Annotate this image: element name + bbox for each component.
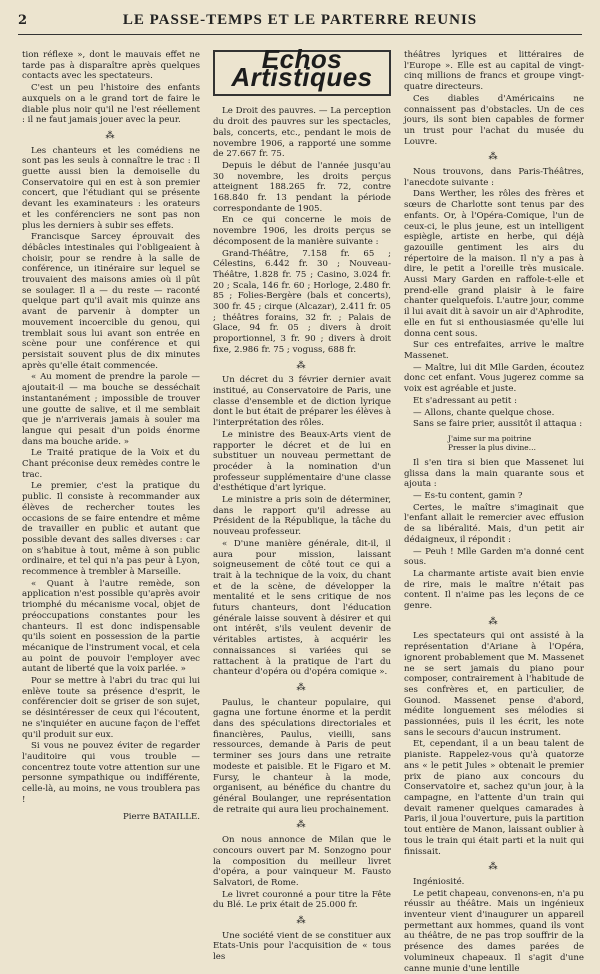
paragraph: tion réflexe », dont le mauvais effet ne tarde pas à disparaître après quelques contacts avec les spectateurs. <box>22 50 200 82</box>
paragraph: — Allons, chante quelque chose. <box>413 407 555 418</box>
separator-glyph: ⁂ <box>488 152 500 163</box>
paragraph: Pour se mettre à l'abri du trac qui lui enlève toute sa présence d'esprit, le conférencier doit se griser de son sujet, se désintéresser de ceux qui l'écoutent, ne s'inquiéter en aucune façon de l'effet qu'il produit sur eux. <box>22 676 200 740</box>
paragraph: C'est un peu l'histoire des enfants auxquels on a le grand tort de faire le diable plus noir qu'il ne l'est réellement : il ne faut jamais jouer avec la peur. <box>22 83 200 126</box>
paragraph: « Quant à l'autre remède, son application n'est possible qu'après avoir triomphé du mécanisme vocal, objet de préoccupations constantes pour les chanteurs. Il est donc indispensable qu'ils soient en possession de la partie mécanique de l'instrument vocal, et cela au point de pouvoir l'employer avec autant de liberté que la voix parlée. » <box>22 578 200 675</box>
paragraph: Paulus, le chanteur populaire, qui gagna une fortune énorme et la perdit dans des spéculations directoriales et financières, Paulus, vieilli, sans ressources, demande à Paris de peut terminer ses jours dans une retraite modeste et paisible. Et le Figaro et M. Fursy, le chanteur à la mode, organisent, au bénéfice du chantre du général Boulanger, une représentation de retraite qui aura lieu prochainement. <box>213 697 391 815</box>
paragraph: Le ministre a pris soin de déterminer, dans le rapport qu'il adresse au Président de la République, la tâche du nouveau professeur. <box>213 495 391 538</box>
paragraph: Les chanteurs et les comédiens ne sont pas les seuls à connaître le trac : Il guette aussi bien la demoiselle du Conservatoire qui en est à son premier concert, que l'étudiant qui se présente devant les examinateurs : les orateurs et les conférenciers ne sont pas non plus les derniers à subir ses effets. <box>22 145 200 231</box>
column-right <box>404 50 584 974</box>
paragraph: La charmante artiste avait bien envie de rire, mais le maître n'était pas content. Il n'aime pas les leçons de ce genre. <box>404 568 584 612</box>
paragraph: Les spectateurs qui ont assisté à la représentation d'Ariane à l'Opéra, ignorent probablement que M. Massenet ne se sert jamais du piano pour composer, contrairement à l'habitude de ses confrères et, en particulier, de Gounod. Massenet pense d'abord, médite longuement ses mélodies si passionnées, puis il les écrit, les note sans le secours d'aucun instrument. <box>404 631 584 738</box>
section-headline: Echos Artistiques <box>231 44 373 92</box>
paragraph: Francisque Sarcey éprouvait des débâcles intestinales qui l'obligeaient à choisir, pour se rendre à la salle de conférence, un itinéraire sur lequel se trouvaient des maisons amies où il pût se soulager. Il a — du reste — raconté quelque part qu'il avait mis quinze ans avant de parvenir à dompter un mouvement incoercible du genou, qui tremblait sous lui avant son entrée en scène pour une conférence et qui persistait souvent plus de dix minutes après qu'elle était commencée. <box>22 232 200 371</box>
page-number: 2 <box>18 13 28 28</box>
paragraph: Si vous ne pouvez éviter de regarder l'auditoire qui vous trouble — concentrez toute votre attention sur une personne sympathique ou indifférente, celle-là, au moins, ne vous troublera pas ! <box>22 741 200 805</box>
column-left <box>22 50 200 822</box>
paragraph: En ce qui concerne le mois de novembre 1906, les droits perçus se décomposent de la manière suivante : <box>213 215 391 247</box>
paragraph: « D'une manière générale, dit-il, il aura pour mission, laissant soigneusement de côté tout ce qui a trait à la technique de la voix, du chant et de la scène, de développer la mentalité et le sens critique de nos futurs chanteurs, dont l'éducation générale laisse souvent à désirer et qui ont intérêt, s'ils veulent devenir de véritables artistes, à acquérir les connaissances si variées qui se rattachent à la pratique de l'art du chanteur d'opéra ou d'opéra comique ». <box>213 538 391 678</box>
separator-glyph: ⁂ <box>296 360 308 371</box>
separator-glyph: ⁂ <box>105 130 117 141</box>
separator-glyph: ⁂ <box>296 682 308 693</box>
paragraph: théâtres lyriques et littéraires de l'Europe ». Elle est au capital de vingt-cinq millions de francs et groupe vingt-quatre directeurs. <box>404 50 584 93</box>
paragraph: Certes, le maître s'imaginait que l'enfant allait le remercier avec effusion de sa libéralité. Mais, d'un petit air dédaigneux, il répondit : <box>404 502 584 545</box>
paragraph: « Au moment de prendre la parole — ajoutait-il — ma bouche se desséchait instantanément ; impossible de trouver une goutte de salive, et il me semblait que je n'arriverais jamais à souler ma langue qui pesait d'un poids énorme dans ma bouche aride. » <box>22 372 200 447</box>
paragraph: Ces diables d'Américains ne connaissent pas d'obstacles. Un de ces jours, ils sont bien capables de former un trust pour l'achat du musée du Louvre. <box>404 93 584 147</box>
paragraph: Ingéniosité. <box>413 876 465 887</box>
paragraph: Grand-Théâtre, 7.158 fr. 65 ; Célestins, 6.442 fr. 30 ; Nouveau-Théâtre, 1.828 fr. 75 ; Casino, 3.024 fr. 20 ; Scala, 146 fr. 60 ; Horloge, 2.480 fr. 85 ; Folies-Bergère (bals et concerts), 300 fr. 45 ; cirque (Alcazar), 2.411 fr. 05 ; théâtres forains, 32 fr. ; Palais de Glace, 94 fr. 05 ; divers à droit proportionnel, 3 fr. 90 ; divers à droit fixe, 2.986 fr. 75 ; voguss, 688 fr. <box>213 248 391 355</box>
paragraph: Le ministre des Beaux-Arts vient de rapporter le décret et de lui en substituer un nouveau permettant de procéder à la nomination d'un professeur supplémentaire d'une classe d'esthétique d'art lyrique. <box>213 429 391 494</box>
separator-glyph: ⁂ <box>296 820 308 831</box>
paragraph: Le Traité pratique de la Voix et du Chant préconise deux remèdes contre le trac. <box>22 448 200 480</box>
separator-glyph: ⁂ <box>488 616 500 627</box>
column-middle <box>213 44 391 963</box>
paragraph: Et s'adressant au petit : <box>413 395 517 406</box>
paragraph: Nous trouvons, dans Paris-Théâtres, l'anecdote suivante : <box>404 167 584 188</box>
paragraph: Et, cependant, il a un beau talent de pianiste. Rappelez-vous qu'à quatorze ans « le petit Jules » obtenait le premier prix de piano aux concours du Conservatoire et, sachez qu'un jour, à la campagne, en l'attente d'un train qui devait ramener quelques camarades à Paris, il joua l'ouverture, puis la partition tout entière de Manon, laissant oublier à tous le train qui était parti et la nuit qui finissait. <box>404 739 584 857</box>
paragraph: Sur ces entrefaites, arrive le maître Massenet. <box>404 340 584 361</box>
journal-title: LE PASSE-TEMPS ET LE PARTERRE REUNIS <box>122 12 478 28</box>
paragraph: On nous annonce de Milan que le concours ouvert par M. Sonzogno pour la composition du meilleur livret d'opéra, a pour vainqueur M. Fausto Salvatori, de Rome. <box>213 835 391 888</box>
running-head <box>18 12 582 35</box>
author-signature: Pierre BATAILLE. <box>123 811 200 822</box>
verse-line: Presser la plus divine… <box>448 442 536 452</box>
paragraph: Le petit chapeau, convenons-en, n'a pu réussir au théâtre. Mais un ingénieux inventeur vient d'inaugurer un appareil permettant aux hommes, quand ils vont au théâtre, de ne pas trop souffrir de la présence des dames parées de volumineux chapeaux. Il s'agit d'une canne munie d'une lentille <box>404 888 584 974</box>
paragraph: Un décret du 3 février dernier avait institué, au Conservatoire de Paris, une classe d'ensemble et de diction lyrique dont le but était de préparer les élèves à l'interprétation des rôles. <box>213 375 391 429</box>
paragraph: Le livret couronné a pour titre la Fête du Blé. Le prix était de 25.000 fr. <box>213 889 391 911</box>
paragraph: — Es-tu content, gamin ? <box>413 491 523 502</box>
song-verse <box>448 434 584 452</box>
paragraph: Le premier, c'est la pratique du public. Il consiste à recommander aux élèves de rechercher toutes les occasions de se faire entendre et même de travailler en public et autant que possible devant des salles diverses : car on s'habitue à tout, même à son public ordinaire, et tel qui n'a pas peur à Lyon, recommence à trembler à Marseille. <box>22 481 200 578</box>
verse-line: J'aime sur ma poitrine <box>448 433 532 443</box>
paragraph: Une société vient de se constituer aux Etats-Unis pour l'acquisition de « tous les <box>213 930 391 963</box>
paragraph: — Maître, lui dit Mlle Garden, écoutez donc cet enfant. Vous jugerez comme sa voix est agréable et juste. <box>404 362 584 395</box>
paragraph: Depuis le début de l'année jusqu'au 30 novembre, les droits perçus atteignent 188.265 fr. 72, contre 168.840 fr. 13 pendant la période correspondante de 1905. <box>213 160 391 214</box>
paragraph: Il s'en tira si bien que Massenet lui glissa dans la main quarante sous et ajouta : <box>404 457 584 490</box>
separator-glyph: ⁂ <box>488 862 500 873</box>
paragraph: Sans se faire prier, aussitôt il attaqua : <box>413 419 583 430</box>
separator-glyph: ⁂ <box>296 916 308 927</box>
paragraph: — Peuh ! Mlle Garden m'a donné cent sous. <box>404 546 584 568</box>
paragraph: Le Droit des pauvres. — La perception du droit des pauvres sur les spectacles, bals, concerts, etc., pendant le mois de novembre 1906, a rapporté une somme de 27.667 fr. 75. <box>213 106 391 160</box>
headline-box <box>213 44 391 96</box>
paragraph: Dans Werther, les rôles des frères et sœurs de Charlotte sont tenus par des enfants. Or, à l'Opéra-Comique, l'un de ceux-ci, le plus jeune, est un intelligent espiègle, artiste en herbe, qui déjà gazouille gentiment les airs du répertoire de la maison. Il n'y a pas à dire, le petit a l'oreille très musicale. Aussi Mary Garden en raffole-t-elle et prend-elle grand plaisir à le faire chanter quelquefois. L'autre jour, comme il lui avait dit à savoir un air d'Aphrodite, elle en fut si enthousiasmée qu'elle lui donna cent sous. <box>404 189 584 339</box>
